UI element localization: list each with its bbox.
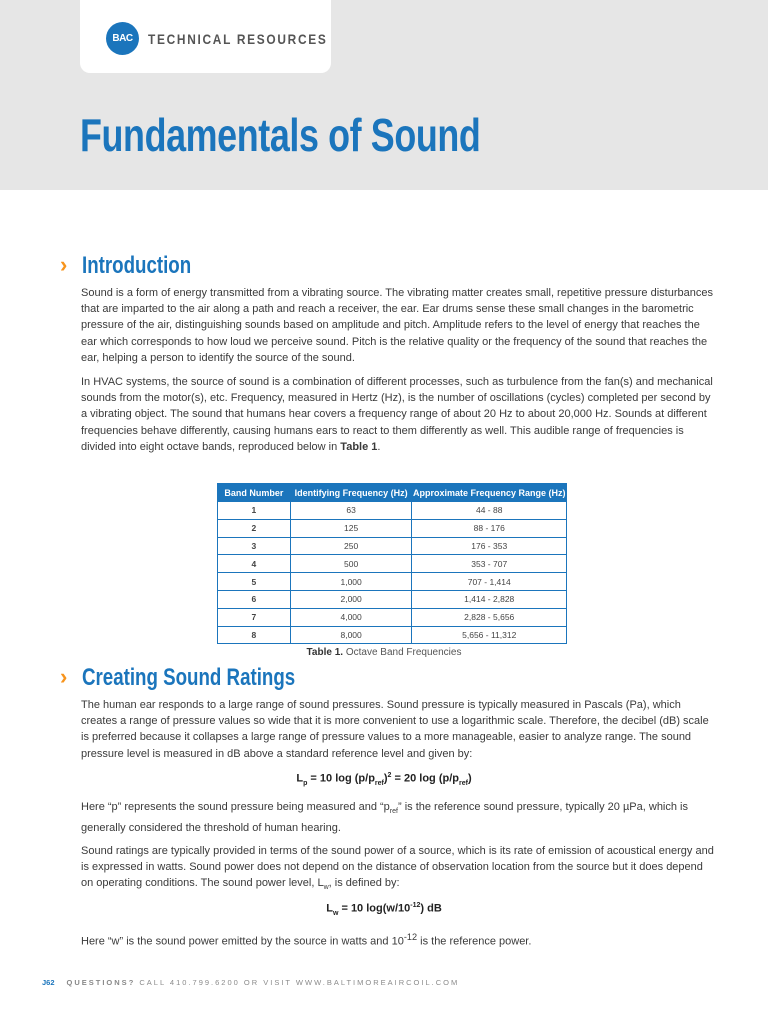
table-row (218, 519, 567, 537)
ratings-paragraph-3: Sound ratings are typically provided in terms of the sound power of a source, which is its rate of emission of acoustical energy and is expressed in watts. Sound power does not depend on the distance of observation location from the source but it does depend on operating conditions. The sound power level, $L_w$, is defined by: (81, 845, 714, 892)
table-reference: Table 1 (340, 440, 378, 453)
table-cell: 3 (218, 537, 291, 555)
column-header: Identifying Frequency (Hz) (290, 484, 412, 502)
page-footer: J62 QUESTIONS? CALL 410.799.6200 OR VISIT WWW.BALTIMOREAIRCOIL.COM (42, 978, 460, 987)
table-cell: 8,000 (290, 626, 412, 644)
intro-paragraph-1: Sound is a form of energy transmitted from a vibrating source. The vibrating matter creates small, repetitive pressure disturbances that are imparted to the air along a path and reach a receiver, the ear. Ear drums sense these small changes in the barometric pressure of the air, distinguishing sounds based on amplitude and pitch. Amplitude refers to the level of energy that reaches the ear which corresponds to how loud we perceive sound. Pitch is the relative quality or the frequency of the sound that reaches the ear, helping a person to identify the source of the sound. (81, 287, 713, 364)
table-cell: 707 - 1,414 (412, 573, 567, 591)
contact-text: CALL 410.799.6200 OR VISIT WWW.BALTIMOREAIRCOIL.COM (135, 978, 460, 987)
table-cell: 176 - 353 (412, 537, 567, 555)
table-cell: 7 (218, 608, 291, 626)
table-cell: 1,000 (290, 573, 412, 591)
ratings-paragraph-2: Here “p” represents the sound pressure being measured and “$p_{ref}$” is the reference sound pressure, typically 20 µPa, which is generally considered the threshold of human hearing. (81, 801, 688, 835)
page-number: J62 (42, 978, 55, 987)
table-cell: 353 - 707 (412, 555, 567, 573)
bac-logo: BAC (106, 22, 139, 55)
sound-power-equation: $L_w = 10$ $\log(w/10^{-12})$ dB (326, 902, 442, 917)
table-header-row (218, 484, 567, 502)
table-row (218, 573, 567, 591)
sound-pressure-equation: $L_p = 10$ $\log (p/p_{ref})^2 = 20$ $\log (p/p_{ref})$ (296, 772, 472, 787)
table-cell: 2,000 (290, 590, 412, 608)
octave-band-table (217, 483, 567, 644)
intro-paragraph-2: In HVAC systems, the source of sound is a combination of different processes, such as turbulence from the fan(s) and mechanical sounds from the motor(s), etc. Frequency, measured in Hertz (Hz), is the number of oscillations (cycles) completed per second by a vibrating object. The sound that humans hear covers a frequency range of about 20 Hz to about 20,000 Hz. Sounds at different frequencies behave differently, causing humans ears to react to them differently as well. This audible range of frequencies is divided into eight octave bands, reproduced below in Table 1. (81, 376, 713, 453)
table-cell: 4,000 (290, 608, 412, 626)
ratings-paragraph-4: Here “w” is the sound power emitted by the source in watts and $10^{-12}$ is the reference power. (81, 932, 532, 948)
column-header: Band Number (218, 484, 291, 502)
introduction-heading: Introduction (82, 252, 192, 279)
table-cell: 2 (218, 519, 291, 537)
table-cell: 125 (290, 519, 412, 537)
page-title: Fundamentals of Sound (80, 109, 481, 161)
section-label: TECHNICAL RESOURCES (148, 31, 328, 47)
table-row (218, 626, 567, 644)
table-row (218, 555, 567, 573)
chevron-right-icon: › (60, 664, 68, 689)
table-cell: 88 - 176 (412, 519, 567, 537)
table-cell: 1,414 - 2,828 (412, 590, 567, 608)
ratings-paragraph-1: The human ear responds to a large range of sound pressures. Sound pressure is typically measured in Pascals (Pa), which creates a range of pressure values so wide that it is more convenient to use a logarithmic scale. Therefore, the decibel (dB) scale is preferred because it collapses a large range of pressure values to a more manageable, easier to analyze range. The sound pressure level is measured in dB above a standard reference level and given by: (81, 699, 709, 760)
table-cell: 5 (218, 573, 291, 591)
table-caption: Table 1. Octave Band Frequencies (306, 647, 462, 658)
table-cell: 44 - 88 (412, 502, 567, 520)
table-cell: 8 (218, 626, 291, 644)
table-row (218, 590, 567, 608)
table-row (218, 537, 567, 555)
creating-sound-ratings-heading: Creating Sound Ratings (82, 664, 296, 691)
table-cell: 500 (290, 555, 412, 573)
table-row (218, 502, 567, 520)
column-header: Approximate Frequency Range (Hz) (412, 484, 567, 502)
table-cell: 250 (290, 537, 412, 555)
table-cell: 5,656 - 11,312 (412, 626, 567, 644)
table-cell: 2,828 - 5,656 (412, 608, 567, 626)
table-cell: 1 (218, 502, 291, 520)
table-cell: 6 (218, 590, 291, 608)
table-cell: 63 (290, 502, 412, 520)
table-cell: 4 (218, 555, 291, 573)
table-row (218, 608, 567, 626)
chevron-right-icon: › (60, 252, 68, 277)
